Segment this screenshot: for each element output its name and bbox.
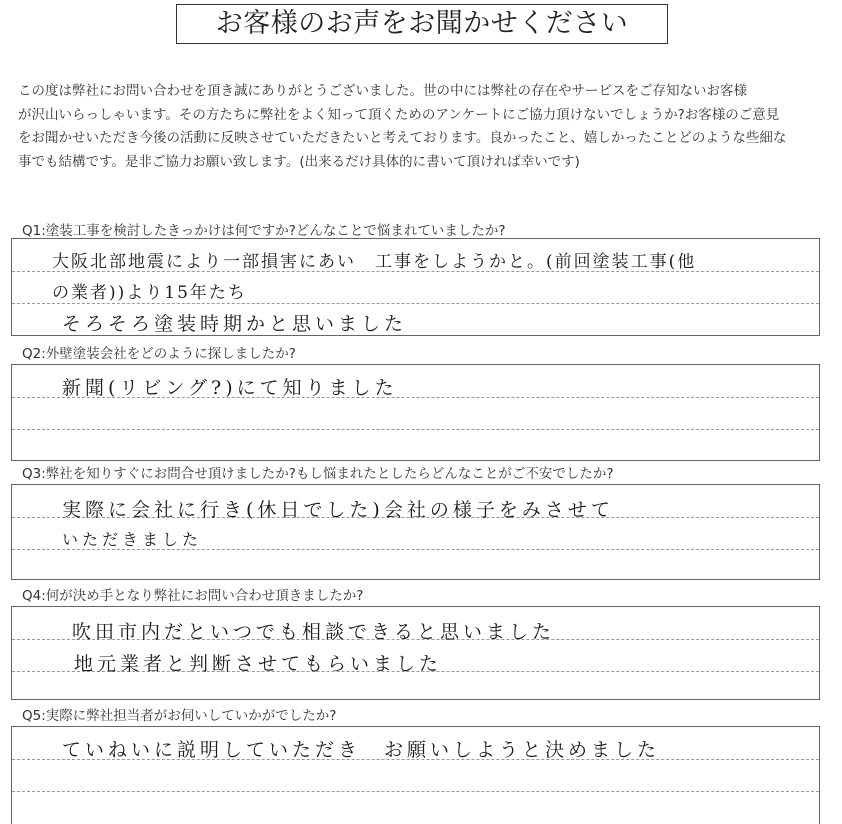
question-5-label: Q5:実際に弊社担当者がお伺いしていかがでしたか? (22, 708, 337, 724)
answer-rule (12, 791, 819, 792)
answer-box-5 (11, 726, 820, 824)
intro-line: をお聞かせいただき今後の活動に反映させていただきたいと考えております。良かったこと、嬉しかったことどのような些細な (18, 130, 787, 146)
answer-3-line-1: 実際に会社に行き(休日でした)会社の様子をみさせて (62, 499, 614, 521)
answer-4-line-2: 地元業者と判断させてもらいました (74, 653, 443, 675)
intro-line: 事でも結構です。是非ご協力お願い致します。(出来るだけ具体的に書いて頂ければ幸いです) (18, 153, 580, 170)
page-title: お客様のお声をお聞かせください (176, 4, 668, 44)
intro-line: が沢山いらっしゃいます。その方たちに弊社をよく知って頂くためのアンケートにご協力頂けないでしょうか?お客様のご意見 (18, 106, 780, 123)
question-3-label: Q3:弊社を知りすぐにお問合せ頂けましたか?もし悩まれたとしたらどんなことがご不安でしたか? (22, 466, 614, 482)
answer-rule (12, 429, 819, 430)
answer-5-line-1: ていねいに説明していただき お願いしようと決めました (62, 739, 661, 761)
answer-box-1 (11, 238, 820, 336)
answer-box-2 (11, 364, 820, 461)
answer-box-3 (11, 484, 820, 580)
question-2-label: Q2:外壁塗装会社をどのように探しましたか? (22, 346, 296, 362)
answer-box-4 (11, 606, 820, 700)
intro-paragraph (18, 80, 828, 174)
answer-1-line-1: 大阪北部地震により一部損害にあい 工事をしようかと。(前回塗装工事(他の業者))より15年たち (52, 252, 697, 303)
question-4-label: Q4:何が決め手となり弊社にお問い合わせ頂きましたか? (22, 588, 364, 604)
answer-4-line-1: 吹田市内だといつでも相談できると思いました (72, 621, 556, 643)
answer-1-line-2: そろそろ塗装時期かと思いました (62, 313, 408, 335)
question-1-label: Q1:塗装工事を検討したきっかけは何ですか?どんなことで悩まれていましたか? (22, 223, 506, 239)
intro-line: この度は弊社にお問い合わせを頂き誠にありがとうございました。世の中には弊社の存在やサービスをご存知ないお客様 (18, 83, 747, 99)
answer-2-line-1: 新聞(リビング?)にて知りました (62, 377, 398, 399)
answer-3-line-2: いただきました (62, 530, 203, 549)
